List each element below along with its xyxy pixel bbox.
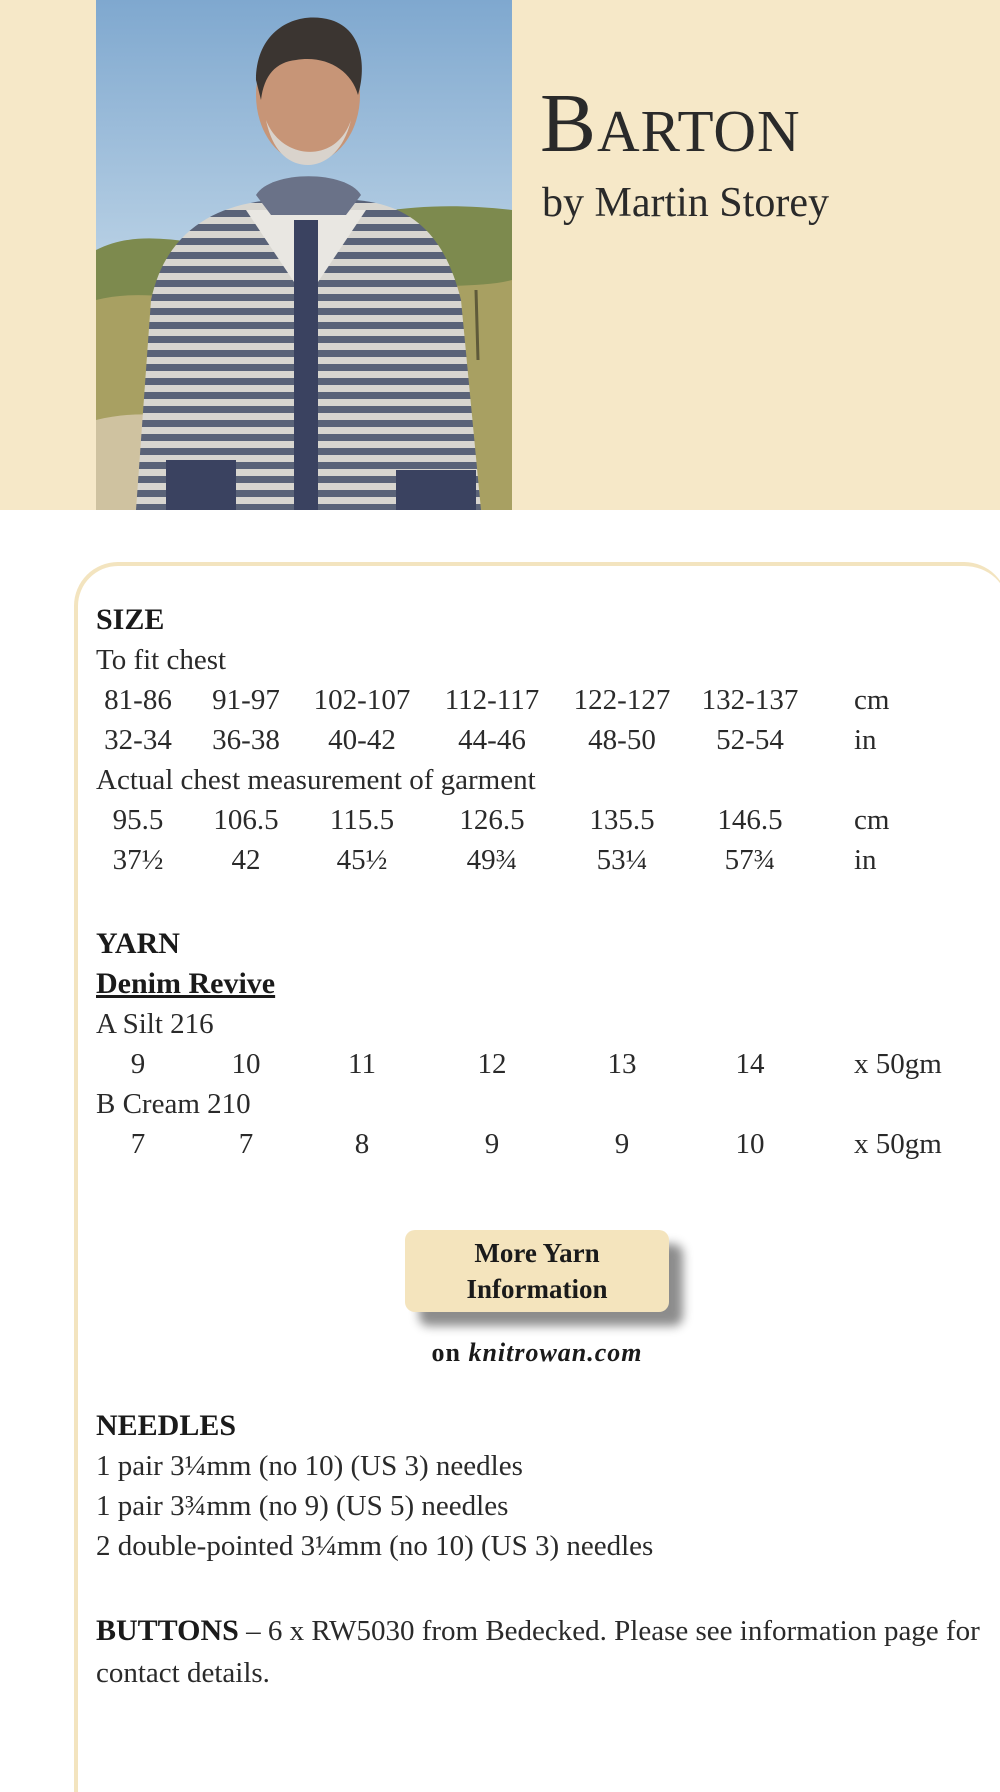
yarn-a-cell: 11	[348, 1048, 376, 1080]
buttons-text: – 6 x RW5030 from Bedecked. Please see information page for contact details.	[96, 1615, 980, 1689]
fit-cm-cell: 112-117	[444, 684, 540, 716]
fit-chest-label: To fit chest	[96, 644, 227, 676]
needle-item: 1 pair 3¾mm (no 9) (US 5) needles	[96, 1490, 509, 1522]
fit-in-cell: 40-42	[328, 724, 396, 756]
yarn-a-cell: 13	[607, 1048, 637, 1080]
yarn-a-label: A Silt 216	[96, 1008, 214, 1040]
yarn-b-cell: 9	[614, 1128, 630, 1160]
more-yarn-info-wrap	[405, 1230, 669, 1312]
size-heading: SIZE	[96, 603, 165, 636]
needle-item: 1 pair 3¼mm (no 10) (US 3) needles	[96, 1450, 523, 1482]
fit-in-cell: 44-46	[458, 724, 526, 756]
actual-in-cell: 49¾	[466, 844, 518, 876]
yarn-a-cell: 14	[735, 1048, 765, 1080]
yarn-a-cell: 9	[130, 1048, 146, 1080]
buttons-section	[96, 1610, 996, 1694]
yarn-a-cell: 12	[477, 1048, 507, 1080]
fit-cm-cell: 102-107	[313, 684, 411, 716]
actual-cm-cell: 95.5	[112, 804, 164, 836]
fit-cm-cell: 81-86	[104, 684, 172, 716]
unit-label: cm	[854, 684, 890, 716]
yarn-b-cell: 7	[130, 1128, 146, 1160]
yarn-b-cell: 9	[484, 1128, 500, 1160]
yarn-b-cell: 10	[735, 1128, 765, 1160]
yarn-name: Denim Revive	[96, 967, 276, 1000]
button-line-1: More Yarn	[474, 1238, 600, 1268]
actual-chest-label: Actual chest measurement of garment	[96, 764, 536, 796]
fit-in-cell: 32-34	[104, 724, 172, 756]
actual-cm-row	[96, 800, 996, 840]
yarn-b-cell: 7	[238, 1128, 254, 1160]
buttons-heading: BUTTONS	[96, 1614, 239, 1647]
designer-byline: by Martin Storey	[542, 180, 829, 226]
actual-cm-cell: 115.5	[329, 804, 395, 836]
unit-label: x 50gm	[854, 1128, 942, 1160]
pattern-title: Barton	[540, 77, 801, 170]
fit-in-cell: 36-38	[212, 724, 280, 756]
fit-cm-cell: 132-137	[701, 684, 799, 716]
unit-label: x 50gm	[854, 1048, 942, 1080]
yarn-b-row	[96, 1124, 996, 1164]
actual-in-cell: 42	[231, 844, 261, 876]
website-link[interactable]: knitrowan.com	[468, 1338, 643, 1367]
size-yarn-section	[96, 600, 996, 1164]
yarn-a-cell: 10	[231, 1048, 261, 1080]
fit-cm-cell: 122-127	[573, 684, 671, 716]
actual-in-cell: 53¼	[596, 844, 648, 876]
yarn-b-label: B Cream 210	[96, 1088, 251, 1120]
needles-section	[96, 1406, 996, 1566]
actual-cm-cell: 146.5	[717, 804, 783, 836]
fit-in-cell: 48-50	[588, 724, 656, 756]
fit-cm-cell: 91-97	[212, 684, 280, 716]
needle-item: 2 double-pointed 3¼mm (no 10) (US 3) needles	[96, 1530, 654, 1562]
fit-in-row	[96, 720, 996, 760]
yarn-a-row	[96, 1044, 996, 1084]
fit-cm-row	[96, 680, 996, 720]
fit-in-cell: 52-54	[716, 724, 784, 756]
actual-cm-cell: 106.5	[213, 804, 279, 836]
actual-in-cell: 37½	[112, 844, 164, 876]
unit-label: in	[854, 844, 877, 876]
unit-label: in	[854, 724, 877, 756]
website-note	[405, 1338, 669, 1368]
website-note-prefix: on	[431, 1338, 461, 1367]
needles-heading: NEEDLES	[96, 1409, 237, 1442]
cover-photo	[96, 0, 512, 510]
yarn-heading: YARN	[96, 927, 180, 960]
actual-cm-cell: 126.5	[459, 804, 525, 836]
actual-cm-cell: 135.5	[589, 804, 655, 836]
yarn-b-cell: 8	[354, 1128, 370, 1160]
actual-in-row	[96, 840, 996, 880]
actual-in-cell: 57¾	[724, 844, 776, 876]
more-yarn-info-button[interactable]	[405, 1230, 669, 1312]
actual-in-cell: 45½	[336, 844, 388, 876]
unit-label: cm	[854, 804, 890, 836]
button-line-2: Information	[466, 1274, 608, 1304]
